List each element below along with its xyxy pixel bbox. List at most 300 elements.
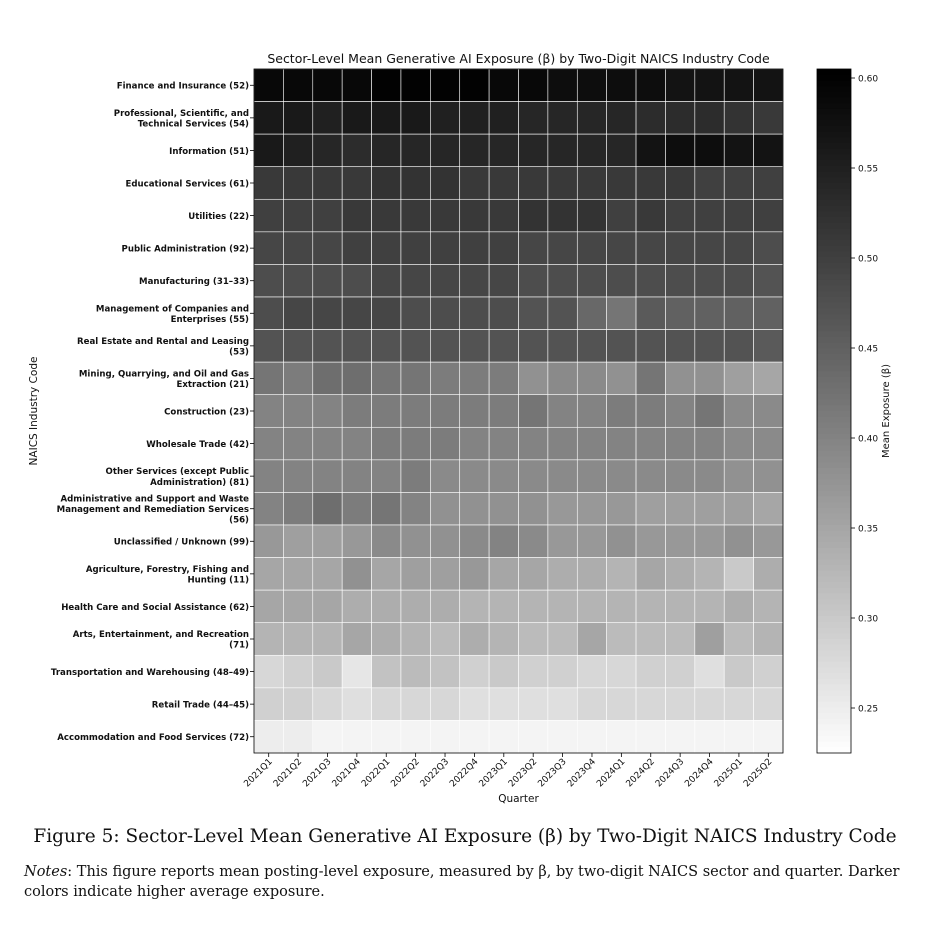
colorbar-segment — [817, 565, 851, 571]
colorbar-segment — [817, 599, 851, 605]
colorbar-tick-label: 0.60 — [858, 74, 879, 85]
heatmap-cell — [342, 362, 371, 395]
heatmap-cell — [342, 264, 371, 297]
colorbar-segment — [817, 736, 851, 742]
heatmap-cell — [254, 395, 283, 428]
heatmap-cell — [460, 134, 489, 167]
colorbar-tick-label: 0.25 — [858, 704, 879, 715]
heatmap-cell — [313, 167, 342, 200]
heatmap-cell — [724, 492, 753, 525]
heatmap-cell — [430, 492, 459, 525]
heatmap-cell — [254, 134, 283, 167]
heatmap-cell — [636, 623, 665, 656]
heatmap-cell — [577, 688, 606, 721]
heatmap-cell — [607, 330, 636, 363]
heatmap-cell — [342, 69, 371, 102]
heatmap-cell — [695, 232, 724, 265]
heatmap-cell — [254, 297, 283, 330]
colorbar-segment — [817, 462, 851, 468]
heatmap-cell — [695, 623, 724, 656]
heatmap-cell — [460, 362, 489, 395]
heatmap-cell — [636, 688, 665, 721]
colorbar-segment — [817, 326, 851, 332]
colorbar-segment — [817, 445, 851, 451]
colorbar-segment — [817, 92, 851, 98]
heatmap-cell — [254, 655, 283, 688]
colorbar-tick-label: 0.30 — [858, 614, 879, 625]
heatmap-cell — [665, 134, 694, 167]
colorbar-segment — [817, 149, 851, 155]
heatmap-cell — [460, 427, 489, 460]
colorbar-segment — [817, 719, 851, 725]
heatmap-cell — [665, 655, 694, 688]
colorbar-segment — [817, 240, 851, 246]
heatmap-cell — [254, 102, 283, 135]
figure-caption: Figure 5: Sector-Level Mean Generative AI Exposure (β) by Two-Digit NAICS Industry Code — [33, 826, 897, 847]
colorbar-segment — [817, 479, 851, 485]
heatmap-cell — [430, 134, 459, 167]
heatmap-cell — [342, 102, 371, 135]
colorbar-segment — [817, 417, 851, 423]
x-tick-label: 2023Q1 — [477, 757, 510, 790]
x-tick-label: 2022Q3 — [418, 757, 452, 790]
heatmap-cell — [372, 688, 401, 721]
heatmap-cell — [607, 102, 636, 135]
x-tick-label: 2025Q1 — [712, 757, 746, 790]
heatmap-cell — [695, 688, 724, 721]
heatmap-cell — [254, 427, 283, 460]
heatmap-cell — [548, 395, 577, 428]
heatmap-cell — [283, 167, 312, 200]
heatmap-cell — [695, 720, 724, 753]
colorbar-segment — [817, 103, 851, 109]
heatmap-cell — [519, 102, 548, 135]
heatmap-cell — [313, 102, 342, 135]
heatmap-cell — [489, 102, 518, 135]
heatmap-cell — [695, 395, 724, 428]
heatmap-cell — [519, 232, 548, 265]
heatmap-cell — [577, 558, 606, 591]
heatmap-cell — [460, 102, 489, 135]
y-tick-label: Accommodation and Food Services (72) — [57, 733, 249, 744]
heatmap-cell — [430, 330, 459, 363]
heatmap-cell — [695, 558, 724, 591]
heatmap-cell — [548, 688, 577, 721]
x-tick-label: 2023Q2 — [506, 757, 540, 790]
heatmap-cell — [548, 134, 577, 167]
heatmap-cell — [313, 492, 342, 525]
heatmap-cell — [577, 330, 606, 363]
heatmap-cell — [254, 264, 283, 297]
heatmap-cell — [372, 655, 401, 688]
x-tick-label: 2022Q1 — [360, 757, 393, 790]
colorbar-segment — [817, 394, 851, 400]
heatmap-cell — [724, 264, 753, 297]
heatmap-cell — [313, 688, 342, 721]
heatmap-cell — [372, 362, 401, 395]
y-tick-label: Information (51) — [169, 146, 249, 157]
heatmap-cell — [607, 427, 636, 460]
colorbar-segment — [817, 80, 851, 86]
heatmap-cell — [430, 590, 459, 623]
heatmap-cell — [313, 69, 342, 102]
colorbar-segment — [817, 622, 851, 628]
colorbar-segment — [817, 251, 851, 257]
x-axis-label: Quarter — [498, 793, 539, 805]
heatmap-cell — [283, 558, 312, 591]
colorbar-segment — [817, 474, 851, 480]
heatmap-cell — [607, 134, 636, 167]
heatmap-cell — [430, 102, 459, 135]
heatmap-cell — [401, 590, 430, 623]
heatmap-cell — [401, 362, 430, 395]
heatmap-cell — [695, 460, 724, 493]
colorbar-segment — [817, 696, 851, 702]
heatmap-cell — [636, 460, 665, 493]
heatmap-cell — [460, 395, 489, 428]
heatmap-cell — [665, 720, 694, 753]
heatmap-cell — [519, 720, 548, 753]
heatmap-cell — [283, 199, 312, 232]
heatmap-cell — [342, 134, 371, 167]
heatmap-cell — [254, 362, 283, 395]
heatmap-cell — [636, 134, 665, 167]
heatmap-cell — [401, 655, 430, 688]
x-tick-label: 2022Q2 — [389, 757, 422, 790]
heatmap-cell — [489, 297, 518, 330]
colorbar-segment — [817, 291, 851, 297]
heatmap-cell — [519, 688, 548, 721]
heatmap-cell — [254, 167, 283, 200]
heatmap-cell — [754, 199, 783, 232]
colorbar-segment — [817, 212, 851, 218]
heatmap-cell — [254, 492, 283, 525]
heatmap-cell — [372, 558, 401, 591]
colorbar-segment — [817, 645, 851, 651]
heatmap-cell — [372, 525, 401, 558]
heatmap-cell — [636, 492, 665, 525]
heatmap-cell — [283, 102, 312, 135]
heatmap-cell — [460, 655, 489, 688]
colorbar-segment — [817, 365, 851, 371]
heatmap-cell — [460, 330, 489, 363]
heatmap-cell — [519, 330, 548, 363]
heatmap-cell — [401, 232, 430, 265]
heatmap-cell — [430, 720, 459, 753]
heatmap-cell — [489, 427, 518, 460]
heatmap-cell — [724, 720, 753, 753]
colorbar-segment — [817, 86, 851, 92]
heatmap-cell — [724, 362, 753, 395]
x-tick-label: 2024Q4 — [683, 757, 716, 790]
heatmap-cell — [519, 264, 548, 297]
colorbar-segment — [817, 668, 851, 674]
colorbar-segment — [817, 234, 851, 240]
heatmap-cell — [724, 558, 753, 591]
colorbar-segment — [817, 229, 851, 235]
colorbar-segment — [817, 155, 851, 161]
heatmap-cell — [430, 297, 459, 330]
heatmap-cell — [607, 362, 636, 395]
colorbar-segment — [817, 742, 851, 748]
heatmap-cell — [548, 525, 577, 558]
heatmap-cell — [489, 558, 518, 591]
heatmap-cell — [519, 134, 548, 167]
heatmap-cell — [254, 232, 283, 265]
colorbar-segment — [817, 576, 851, 582]
colorbar-segment — [817, 519, 851, 525]
heatmap-cell — [519, 492, 548, 525]
colorbar-segment — [817, 611, 851, 617]
y-tick-label: Administrative and Support and Waste Management and Remediation Services (56) — [56, 494, 249, 526]
y-tick-label: Public Administration (92) — [121, 244, 249, 255]
y-tick-label: Retail Trade (44–45) — [151, 700, 249, 711]
colorbar-segment — [817, 120, 851, 126]
heatmap-cell — [636, 330, 665, 363]
heatmap-cell — [430, 427, 459, 460]
heatmap-cell — [342, 655, 371, 688]
heatmap-cell — [577, 623, 606, 656]
heatmap-cell — [519, 590, 548, 623]
heatmap-cell — [460, 590, 489, 623]
figure-notes — [24, 862, 904, 902]
heatmap-cell — [665, 623, 694, 656]
colorbar-segment — [817, 405, 851, 411]
heatmap-cell — [342, 688, 371, 721]
heatmap-cell — [489, 590, 518, 623]
colorbar-segment — [817, 593, 851, 599]
heatmap-cell — [372, 460, 401, 493]
x-tick-label: 2021Q3 — [301, 757, 334, 790]
heatmap-cell — [342, 395, 371, 428]
heatmap-cell — [665, 688, 694, 721]
colorbar-segment — [817, 280, 851, 286]
colorbar-segment — [817, 531, 851, 537]
x-tick-label: 2021Q2 — [271, 757, 305, 790]
y-tick-label: Agriculture, Forestry, Fishing and Hunting (11) — [85, 564, 249, 586]
heatmap-cell — [577, 492, 606, 525]
y-tick-label: Professional, Scientific, and Technical Services (54) — [113, 108, 249, 130]
y-tick-label: Utilities (22) — [188, 211, 249, 222]
heatmap-cell — [254, 69, 283, 102]
colorbar-segment — [817, 274, 851, 280]
heatmap-cell — [754, 102, 783, 135]
heatmap-cell — [548, 362, 577, 395]
colorbar-segment — [817, 508, 851, 514]
heatmap-cell — [372, 102, 401, 135]
heatmap-cell — [254, 525, 283, 558]
heatmap-cell — [519, 395, 548, 428]
heatmap-cell — [430, 264, 459, 297]
colorbar-segment — [817, 422, 851, 428]
heatmap-cell — [460, 558, 489, 591]
heatmap-cell — [607, 558, 636, 591]
heatmap-cell — [283, 688, 312, 721]
heatmap-cell — [401, 460, 430, 493]
heatmap-cell — [519, 362, 548, 395]
colorbar-segment — [817, 690, 851, 696]
heatmap-cell — [754, 558, 783, 591]
heatmap-cell — [313, 720, 342, 753]
x-tick-label: 2024Q2 — [624, 757, 657, 790]
heatmap-cell — [577, 362, 606, 395]
heatmap-cell — [283, 492, 312, 525]
colorbar-segment — [817, 571, 851, 577]
colorbar-segment — [817, 177, 851, 183]
colorbar-segment — [817, 497, 851, 503]
heatmap-cell — [430, 688, 459, 721]
heatmap-cell — [342, 199, 371, 232]
heatmap-cell — [372, 330, 401, 363]
heatmap-cell — [430, 623, 459, 656]
heatmap-cell — [342, 492, 371, 525]
heatmap-cell — [754, 623, 783, 656]
colorbar-segment — [817, 132, 851, 138]
heatmap-cell — [607, 395, 636, 428]
colorbar-segment — [817, 320, 851, 326]
heatmap-cell — [401, 102, 430, 135]
heatmap-cell — [607, 199, 636, 232]
colorbar-segment — [817, 468, 851, 474]
colorbar-segment — [817, 679, 851, 685]
colorbar-segment — [817, 605, 851, 611]
heatmap-cell — [519, 525, 548, 558]
colorbar-segment — [817, 440, 851, 446]
y-tick-label: Other Services (except Public Administration) (81) — [105, 467, 249, 488]
heatmap-cell — [460, 688, 489, 721]
colorbar-segment — [817, 485, 851, 491]
y-tick-label: Wholesale Trade (42) — [146, 439, 249, 450]
colorbar-segment — [817, 217, 851, 223]
colorbar-segment — [817, 269, 851, 275]
colorbar-tick-label: 0.55 — [858, 164, 879, 175]
heatmap-cell — [577, 655, 606, 688]
heatmap-cell — [724, 427, 753, 460]
heatmap-cell — [342, 427, 371, 460]
x-tick-label: 2023Q3 — [536, 757, 569, 790]
heatmap-cell — [283, 655, 312, 688]
heatmap-cell — [607, 264, 636, 297]
colorbar-segment — [817, 639, 851, 645]
heatmap-cell — [695, 199, 724, 232]
heatmap-cell — [489, 134, 518, 167]
heatmap-cell — [519, 460, 548, 493]
heatmap-cell — [548, 102, 577, 135]
heatmap-cell — [577, 199, 606, 232]
heatmap-cell — [636, 558, 665, 591]
colorbar-segment — [817, 308, 851, 314]
heatmap-cell — [342, 525, 371, 558]
heatmap-cell — [665, 102, 694, 135]
heatmap-cell — [313, 427, 342, 460]
heatmap-cell — [372, 232, 401, 265]
heatmap-cell — [754, 330, 783, 363]
heatmap-cell — [695, 525, 724, 558]
heatmap-cell — [519, 199, 548, 232]
colorbar-segment — [817, 371, 851, 377]
heatmap-cell — [430, 232, 459, 265]
heatmap-cell — [489, 330, 518, 363]
heatmap-cell — [548, 492, 577, 525]
y-tick-label: Finance and Insurance (52) — [116, 81, 249, 92]
colorbar-segment — [817, 411, 851, 417]
heatmap-cell — [489, 395, 518, 428]
heatmap-cell — [313, 558, 342, 591]
heatmap-cell — [489, 167, 518, 200]
heatmap-cell — [430, 460, 459, 493]
heatmap-cell — [489, 232, 518, 265]
heatmap-cell — [577, 232, 606, 265]
heatmap-cell — [754, 167, 783, 200]
heatmap-cell — [724, 232, 753, 265]
heatmap-cell — [665, 525, 694, 558]
colorbar-segment — [817, 348, 851, 354]
heatmap-cell — [607, 590, 636, 623]
heatmap-cell — [724, 297, 753, 330]
y-tick-label: Educational Services (61) — [125, 179, 249, 190]
heatmap-cell — [489, 362, 518, 395]
colorbar-segment — [817, 400, 851, 406]
heatmap-cell — [754, 362, 783, 395]
heatmap-cell — [577, 167, 606, 200]
heatmap-cell — [283, 427, 312, 460]
colorbar-segment — [817, 388, 851, 394]
heatmap-cell — [577, 102, 606, 135]
heatmap-cell — [372, 427, 401, 460]
heatmap-cell — [313, 525, 342, 558]
x-tick-label: 2024Q1 — [595, 757, 628, 790]
heatmap-cell — [342, 297, 371, 330]
heatmap-cell — [372, 395, 401, 428]
heatmap-cell — [577, 427, 606, 460]
heatmap-cell — [577, 69, 606, 102]
y-tick-label: Health Care and Social Assistance (62) — [61, 602, 249, 613]
heatmap-cell — [724, 330, 753, 363]
heatmap-cell — [577, 297, 606, 330]
colorbar-segment — [817, 702, 851, 708]
colorbar-tick-label: 0.35 — [858, 524, 879, 535]
heatmap-cell — [695, 590, 724, 623]
colorbar-segment — [817, 525, 851, 531]
colorbar-segment — [817, 263, 851, 269]
heatmap-cell — [548, 167, 577, 200]
heatmap-cell — [754, 720, 783, 753]
colorbar-segment — [817, 143, 851, 149]
colorbar-segment — [817, 491, 851, 497]
heatmap-cell — [430, 558, 459, 591]
heatmap-cell — [401, 525, 430, 558]
heatmap-cell — [283, 264, 312, 297]
heatmap-cell — [607, 297, 636, 330]
heatmap-cell — [401, 264, 430, 297]
colorbar-segment — [817, 730, 851, 736]
colorbar-segment — [817, 383, 851, 389]
heatmap-cell — [283, 460, 312, 493]
colorbar-segment — [817, 434, 851, 440]
heatmap-cell — [548, 330, 577, 363]
heatmap-cell — [460, 623, 489, 656]
heatmap-cell — [724, 102, 753, 135]
heatmap-cell — [754, 134, 783, 167]
heatmap-cell — [754, 460, 783, 493]
heatmap-cell — [754, 525, 783, 558]
colorbar-segment — [817, 343, 851, 349]
heatmap-cell — [577, 590, 606, 623]
notes-label: Notes — [24, 864, 68, 880]
heatmap-cell — [724, 460, 753, 493]
heatmap-cell — [489, 720, 518, 753]
colorbar-segment — [817, 183, 851, 189]
